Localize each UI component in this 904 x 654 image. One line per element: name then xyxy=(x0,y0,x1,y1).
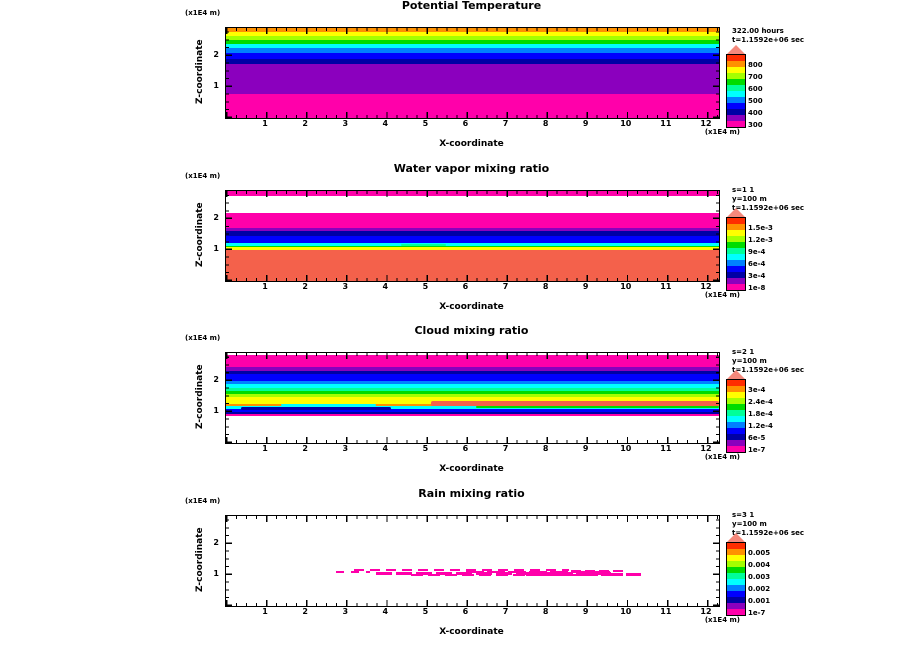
y-axis-label: Z-coordinate xyxy=(195,202,205,268)
x-tick-label: 10 xyxy=(620,282,632,291)
x-tick-label: 4 xyxy=(382,607,389,616)
colorbar-annotation: s=2 1 xyxy=(732,348,755,356)
tick-strip-top xyxy=(226,191,719,197)
x-tick-label: 8 xyxy=(542,282,549,291)
colorbar-label: 300 xyxy=(748,121,763,129)
contour-band xyxy=(226,374,719,381)
colorbar-label: 800 xyxy=(748,61,763,69)
x-tick-label: 3 xyxy=(342,282,349,291)
tick-strip-left xyxy=(226,353,232,443)
tick-strip-bottom xyxy=(226,437,719,443)
colorbar-label: 6e-4 xyxy=(748,260,766,268)
tick-strip-right xyxy=(713,28,719,118)
colorbar-label: 1.8e-4 xyxy=(748,410,773,418)
colorbar-label: 0.003 xyxy=(748,573,771,581)
x-tick-label: 1 xyxy=(262,444,268,453)
colorbar-label: 500 xyxy=(748,97,763,105)
y-axis-label: Z-coordinate xyxy=(195,364,205,430)
colorbar-label: 6e-5 xyxy=(748,434,766,442)
colorbar-annotation: y=100 m xyxy=(732,195,767,203)
y-tick-label: 1 xyxy=(213,406,219,415)
colorbar-annotation: t=1.1592e+06 sec xyxy=(732,204,805,212)
colorbar-label: 1e-7 xyxy=(748,609,766,617)
plot-box xyxy=(225,27,720,119)
colorbar-annotation: y=100 m xyxy=(732,357,767,365)
tick-strip-right xyxy=(713,516,719,606)
x-tick-label: 12 xyxy=(700,119,712,128)
panel-title: Cloud mixing ratio xyxy=(414,324,529,337)
y-axis-unit-label: (x1E4 m) xyxy=(185,172,221,180)
colorbar xyxy=(726,379,746,453)
y-axis-unit-label: (x1E4 m) xyxy=(185,9,221,17)
cloud-patch xyxy=(476,406,719,408)
y-tick-label: 2 xyxy=(213,50,219,59)
x-tick-label: 7 xyxy=(502,607,509,616)
x-tick-label: 1 xyxy=(262,607,268,616)
colorbar-label: 3e-4 xyxy=(748,386,766,394)
contour-band xyxy=(226,516,719,606)
x-tick-label: 6 xyxy=(462,282,469,291)
x-tick-label: 11 xyxy=(660,607,672,616)
x-tick-label: 6 xyxy=(462,119,469,128)
colorbar-label: 1.2e-4 xyxy=(748,422,773,430)
y-tick-label: 2 xyxy=(213,538,219,547)
colorbar-label: 0.004 xyxy=(748,561,771,569)
colorbar-label: 3e-4 xyxy=(748,272,766,280)
x-tick-label: 9 xyxy=(582,282,589,291)
x-tick-label: 10 xyxy=(620,444,632,453)
x-tick-label: 12 xyxy=(700,282,712,291)
cloud-patch xyxy=(401,244,446,246)
tick-strip-left xyxy=(226,516,232,606)
rain-streak xyxy=(526,573,641,576)
x-tick-label: 7 xyxy=(502,444,509,453)
y-tick-label: 1 xyxy=(213,244,219,253)
contour-band xyxy=(226,196,719,213)
x-tick-label: 3 xyxy=(342,444,349,453)
colorbar-annotation: t=1.1592e+06 sec xyxy=(732,529,805,537)
x-tick-label: 9 xyxy=(582,119,589,128)
x-tick-label: 1 xyxy=(262,119,268,128)
colorbar-triangle xyxy=(727,45,745,54)
colorbar-segment xyxy=(727,284,745,290)
tick-strip-bottom xyxy=(226,275,719,281)
x-tick-label: 9 xyxy=(582,444,589,453)
colorbar-label: 2.4e-4 xyxy=(748,398,773,406)
panel-title: Water vapor mixing ratio xyxy=(393,162,550,175)
colorbar xyxy=(726,542,746,616)
colorbar-label: 1e-7 xyxy=(748,446,766,454)
colorbar xyxy=(726,54,746,128)
x-tick-label: 11 xyxy=(660,444,672,453)
colorbar-label: 1e-8 xyxy=(748,284,766,292)
colorbar-label: 0.001 xyxy=(748,597,771,605)
x-tick-label: 10 xyxy=(620,607,632,616)
x-tick-label: 6 xyxy=(462,444,469,453)
x-axis-unit-label: (x1E4 m) xyxy=(704,291,740,299)
x-tick-label: 12 xyxy=(700,444,712,453)
x-tick-label: 11 xyxy=(660,282,672,291)
panel-rain-mixing-ratio xyxy=(0,488,904,654)
x-axis-label: X-coordinate xyxy=(439,302,504,312)
x-tick-label: 4 xyxy=(382,282,389,291)
colorbar-label: 9e-4 xyxy=(748,248,766,256)
x-tick-label: 2 xyxy=(302,444,308,453)
colorbar-triangle xyxy=(727,208,745,217)
x-axis-unit-label: (x1E4 m) xyxy=(704,616,740,624)
x-tick-label: 4 xyxy=(382,119,389,128)
x-tick-label: 9 xyxy=(582,607,589,616)
colorbar-annotation: s=1 1 xyxy=(732,186,755,194)
colorbar-label: 700 xyxy=(748,73,763,81)
panel-potential-temperature xyxy=(0,0,904,166)
x-axis-label: X-coordinate xyxy=(439,627,504,637)
y-axis-label: Z-coordinate xyxy=(195,39,205,105)
x-tick-label: 3 xyxy=(342,119,349,128)
contour-band xyxy=(226,236,719,243)
colorbar-triangle xyxy=(727,370,745,379)
x-tick-label: 8 xyxy=(542,444,549,453)
colorbar-label: 400 xyxy=(748,109,763,117)
tick-strip-left xyxy=(226,28,232,118)
y-tick-label: 2 xyxy=(213,375,219,384)
x-tick-label: 8 xyxy=(542,119,549,128)
cloud-patch xyxy=(241,407,391,410)
x-tick-label: 7 xyxy=(502,282,509,291)
colorbar-segment xyxy=(727,609,745,615)
colorbar-segment xyxy=(727,446,745,452)
panel-cloud-mixing-ratio xyxy=(0,325,904,491)
panel-water-vapor-mixing-ratio xyxy=(0,163,904,329)
colorbar-annotation: t=1.1592e+06 sec xyxy=(732,36,805,44)
y-axis-label: Z-coordinate xyxy=(195,527,205,593)
cloud-patch xyxy=(281,404,376,406)
tick-strip-bottom xyxy=(226,600,719,606)
x-tick-label: 2 xyxy=(302,119,308,128)
y-axis-unit-label: (x1E4 m) xyxy=(185,334,221,342)
colorbar xyxy=(726,217,746,291)
x-tick-label: 2 xyxy=(302,607,308,616)
colorbar-label: 1.2e-3 xyxy=(748,236,773,244)
colorbar-label: 0.002 xyxy=(748,585,771,593)
x-axis-unit-label: (x1E4 m) xyxy=(704,128,740,136)
rain-streak xyxy=(571,570,626,572)
plot-box xyxy=(225,515,720,607)
x-tick-label: 8 xyxy=(542,607,549,616)
x-tick-label: 5 xyxy=(422,444,429,453)
x-tick-label: 5 xyxy=(422,607,429,616)
y-tick-label: 1 xyxy=(213,81,219,90)
rain-streak xyxy=(336,571,370,573)
tick-strip-right xyxy=(713,191,719,281)
plot-box xyxy=(225,190,720,282)
y-tick-label: 2 xyxy=(213,213,219,222)
panel-title: Rain mixing ratio xyxy=(418,487,525,500)
x-axis-label: X-coordinate xyxy=(439,464,504,474)
y-axis-unit-label: (x1E4 m) xyxy=(185,497,221,505)
tick-strip-top xyxy=(226,516,719,522)
colorbar-annotation: s=3 1 xyxy=(732,511,755,519)
tick-strip-bottom xyxy=(226,112,719,118)
contour-band xyxy=(226,213,719,228)
tick-strip-left xyxy=(226,191,232,281)
x-tick-label: 5 xyxy=(422,282,429,291)
colorbar-annotation: y=100 m xyxy=(732,520,767,528)
tick-strip-right xyxy=(713,353,719,443)
colorbar-annotation: 322.00 hours xyxy=(732,27,784,35)
colorbar-triangle xyxy=(727,533,745,542)
colorbar-label: 600 xyxy=(748,85,763,93)
colorbar-segment xyxy=(727,121,745,127)
x-tick-label: 7 xyxy=(502,119,509,128)
x-tick-label: 3 xyxy=(342,607,349,616)
x-axis-label: X-coordinate xyxy=(439,139,504,149)
x-tick-label: 10 xyxy=(620,119,632,128)
x-tick-label: 11 xyxy=(660,119,672,128)
x-tick-label: 6 xyxy=(462,607,469,616)
tick-strip-top xyxy=(226,353,719,359)
x-axis-unit-label: (x1E4 m) xyxy=(704,453,740,461)
x-tick-label: 12 xyxy=(700,607,712,616)
x-tick-label: 2 xyxy=(302,282,308,291)
panel-title: Potential Temperature xyxy=(401,0,542,12)
plot-box xyxy=(225,352,720,444)
y-tick-label: 1 xyxy=(213,569,219,578)
colorbar-label: 0.005 xyxy=(748,549,771,557)
x-tick-label: 5 xyxy=(422,119,429,128)
x-tick-label: 4 xyxy=(382,444,389,453)
colorbar-label: 1.5e-3 xyxy=(748,224,773,232)
contour-band xyxy=(226,64,719,94)
x-tick-label: 1 xyxy=(262,282,268,291)
tick-strip-top xyxy=(226,28,719,34)
colorbar-annotation: t=1.1592e+06 sec xyxy=(732,366,805,374)
